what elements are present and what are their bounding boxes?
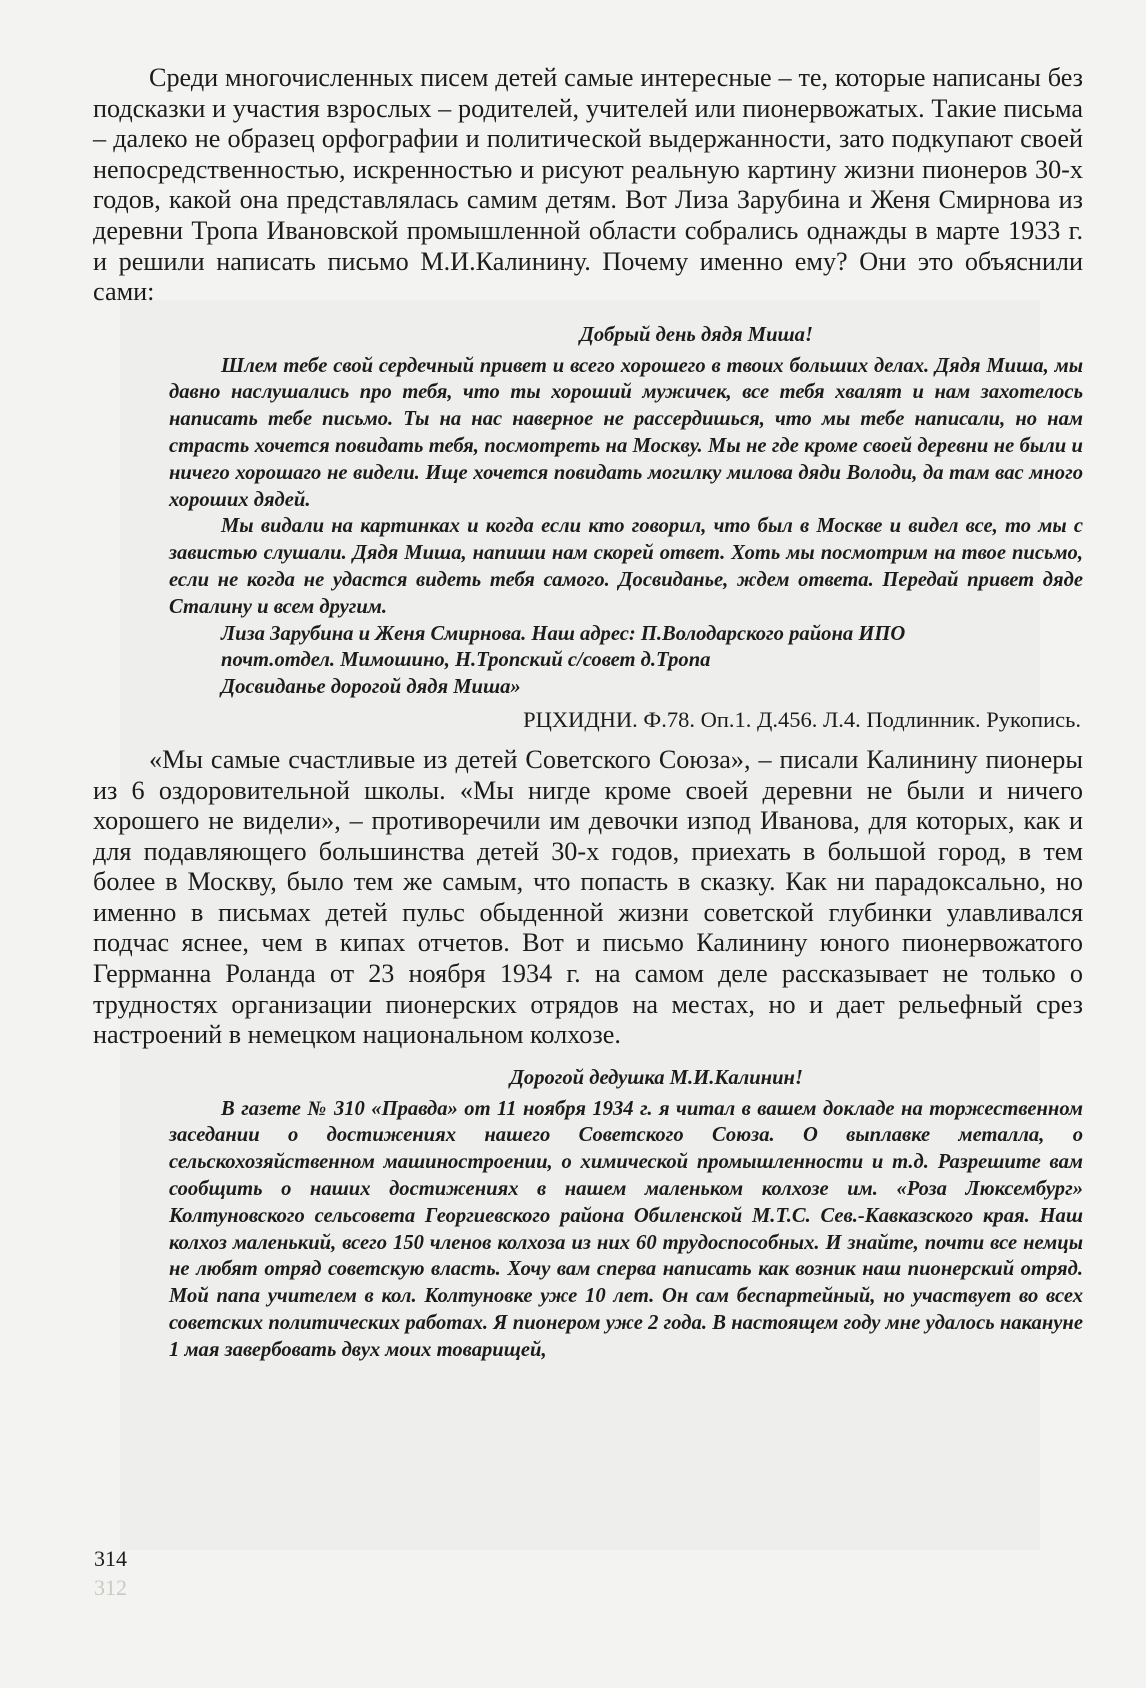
letter-2 — [169, 1065, 1083, 1364]
letter-1 — [169, 322, 1083, 701]
letter-1-greeting: Добрый день дядя Миша! — [579, 323, 813, 346]
letter-2-paragraph-1: В газете № 310 «Правда» от 11 ноября 1934 г. я читал в вашем докладе на торжественном заседании о достижениях нашего Советского Союза. О выплавке металла, о сельскохозяйственном машиностроении, о химической промышленности и т.д. Разрешите вам сообщить о наших достижениях в нашем маленьком колхозе им. «Роза Люксембург» Колтуновского сельсовета Георгиевского района Обиленской М.Т.С. Сев.-Кавказского края. Наш колхоз маленький, всего 150 членов колхоза из них 60 трудоспособных. И знайте, почти все немцы не любят отряд советскую власть. Хочу вам сперва написать как возник наш пионерский отряд. Мой папа учителем в кол. Колтуновке уже 10 лет. Он сам беспартейный, но участвует во всех советских политических работах. Я пионером уже 2 года. В настоящем году мне удалось накануне 1 мая завербовать двух моих товарищей, — [169, 1097, 1083, 1361]
archive-reference: РЦХИДНИ. Ф.78. Оп.1. Д.456. Л.4. Подлинник. Рукопись. — [523, 706, 1081, 732]
intro-paragraph: Среди многочисленных писем детей самые интересные – те, которые написаны без подсказки и участия взрослых – родителей, учителей или пионервожатых. Такие письма – далеко не образец орфографии и политической выдержанности, зато подкупают своей непосредственностью, искренностью и рисуют реальную картину жизни пионеров 30-х годов, какой она представлялась самим детям. Вот Лиза Зарубина и Женя Смирнова из деревни Тропа Ивановской промышленной области собрались однажды в марте 1933 г. и решили написать письмо М.И.Калинину. Почему именно ему? Они это объяснили сами: — [93, 63, 1083, 307]
letter-1-paragraph-1: Шлем тебе свой сердечный привет и всего хорошего в твоих больших делах. Дядя Миша, мы давно наслушались про тебя, что ты хороший мужичек, все тебя хвалят и нам захотелось написать тебе письмо. Ты на нас наверное не рассердишься, что мы тебе написали, но нам страсть хочется повидать тебя, посмотреть на Москву. Мы не где кроме своей деревни не были и ничего хорошаго не видели. Ище хочется повидать могилку милова дяди Володи, да там вас много хороших дядей. — [169, 354, 1083, 511]
letter-1-paragraph-2: Мы видали на картинках и когда если кто говорил, что был в Москве и видел все, то мы с завистью слушали. Дядя Миша, напиши нам скорей ответ. Хоть мы посмотрим на твое письмо, если не когда не удастся видеть тебя самого. Досвиданье, ждем ответа. Передай привет дяде Сталину и всем другим. — [169, 515, 1083, 618]
letter-1-signature-line-1: Лиза Зарубина и Женя Смирнова. Наш адрес: П.Володарского района ИПО — [221, 622, 906, 645]
middle-paragraph: «Мы самые счастливые из детей Советского Союза», – писали Калинину пионеры из 6 оздоровительной школы. «Мы нигде кроме своей деревни не были и ничего хорошего не видели», – противоречили им девочки изпод Иванова, для которых, как и для подавляющего большинства детей 30-х годов, приехать в большой город, в тем более в Москву, было тем же самым, что попасть в сказку. Как ни парадоксально, но именно в письмах детей пульс обыденной жизни советской глубинки улавливался подчас яснее, чем в кипах отчетов. Вот и письмо Калинину юного пионервожатого Геррманна Роланда от 23 ноября 1934 г. на самом деле рассказывает не только о трудностях организации пионерских отрядов на местах, но и дает рельефный срез настроений в немецком национальном колхозе. — [93, 744, 1083, 1050]
document-page — [93, 63, 1083, 1364]
page-number: 314 — [94, 1546, 127, 1571]
letter-1-signature-line-2: почт.отдел. Мимошино, Н.Тропский с/совет д.Тропа — [221, 649, 711, 672]
letter-1-closing: Досвиданье дорогой дядя Миша» — [221, 676, 521, 699]
letter-2-greeting: Дорогой дедушка М.И.Калинин! — [509, 1066, 803, 1089]
ghost-page-number: 312 — [94, 1575, 127, 1600]
